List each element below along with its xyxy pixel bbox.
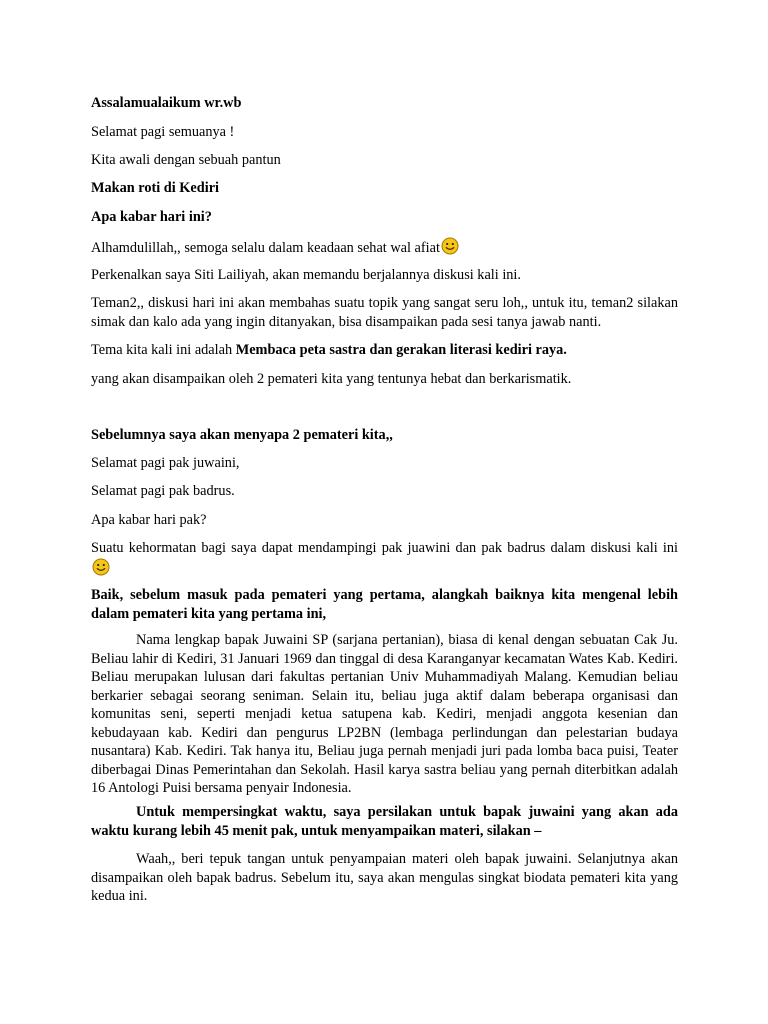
moderator-intro: Perkenalkan saya Siti Lailiyah, akan memandu berjalannya diskusi kali ini. xyxy=(91,267,521,283)
morning-greeting: Selamat pagi semuanya ! xyxy=(91,124,235,140)
theme-line xyxy=(91,341,678,360)
alhamdulillah-line xyxy=(91,237,678,261)
pantun-line-2: Apa kabar hari ini? xyxy=(91,209,212,225)
invite-juwaini: Untuk mempersingkat waktu, saya persilakan untuk bapak juwaini yang akan ada waktu kurang lebih 45 menit pak, untuk menyampaikan materi, silakan – xyxy=(91,804,678,839)
alhamdulillah-text: Alhamdulillah,, semoga selalu dalam keadaan sehat wal afiat xyxy=(91,240,440,256)
greet-speakers: Sebelumnya saya akan menyapa 2 pemateri kita,, xyxy=(91,427,393,443)
pantun-line-1: Makan roti di Kediri xyxy=(91,180,220,196)
honor-text: Suatu kehormatan bagi saya dapat mendampingi pak juawini dan pak badrus dalam diskusi kali ini xyxy=(91,540,678,556)
theme-title: Membaca peta sastra dan gerakan literasi kediri raya. xyxy=(235,342,567,358)
pantun-opening: Kita awali dengan sebuah pantun xyxy=(91,152,281,168)
honor-line xyxy=(91,539,678,581)
greet-badrus: Selamat pagi pak badrus. xyxy=(91,483,235,499)
transition-badrus: Waah,, beri tepuk tangan untuk penyampaian materi oleh bapak juwaini. Selanjutnya akan disampaikan oleh bapak badrus. Sebelum itu, saya akan mengulas singkat biodata pemateri kita yang kedua ini. xyxy=(91,851,678,904)
theme-prefix: Tema kita kali ini adalah xyxy=(91,342,236,358)
greeting: Assalamualaikum wr.wb xyxy=(91,95,242,111)
topic-intro: Teman2,, diskusi hari ini akan membahas suatu topik yang sangat seru loh,, untuk itu, teman2 silakan simak dan kalo ada yang ingin ditanyakan, bisa disampaikan pada sesi tanya jawab nanti. xyxy=(91,295,678,330)
speakers-line: yang akan disampaikan oleh 2 pemateri kita yang tentunya hebat dan berkarismatik. xyxy=(91,371,572,387)
greet-juwaini: Selamat pagi pak juwaini, xyxy=(91,455,240,471)
how-are-you: Apa kabar hari pak? xyxy=(91,512,207,528)
juwaini-biography: Nama lengkap bapak Juwaini SP (sarjana pertanian), biasa di kenal dengan sebuatan Cak Ju. Beliau lahir di Kediri, 31 Januari 1969 dan tinggal di desa Karanganyar kecamatan Wates Kab. Kediri. Beliau merupakan lulusan dari fakultas pertanian Univ Muhammadiyah Malang. Kemudian beliau berkarier sebagai seorang seniman. Selain itu, beliau juga aktif dalam beberapa organisasi dan komunitas seni, seperti menjadi ketua satupena kab. Kediri, menjadi anggota kesenian dan kebudayaan kab. Kediri dan pengurus LP2BN (lembaga perlindungan dan pelestarian budaya nusantara) Kab. Kediri. Tak hanya itu, Beliau juga pernah menjadi juri pada lomba baca puisi, Teater diberbagai Dinas Pemerintahan dan Sekolah. Hasil karya sastra beliau yang pernah diterbitkan adalah 16 Antologi Puisi bersama penyair Indonesia. xyxy=(91,632,678,796)
smiley-emoji-icon xyxy=(92,558,110,582)
first-speaker-intro: Baik, sebelum masuk pada pemateri yang pertama, alangkah baiknya kita mengenal lebih dalam pemateri kita yang pertama ini, xyxy=(91,587,678,622)
smiley-emoji-icon xyxy=(441,237,459,261)
